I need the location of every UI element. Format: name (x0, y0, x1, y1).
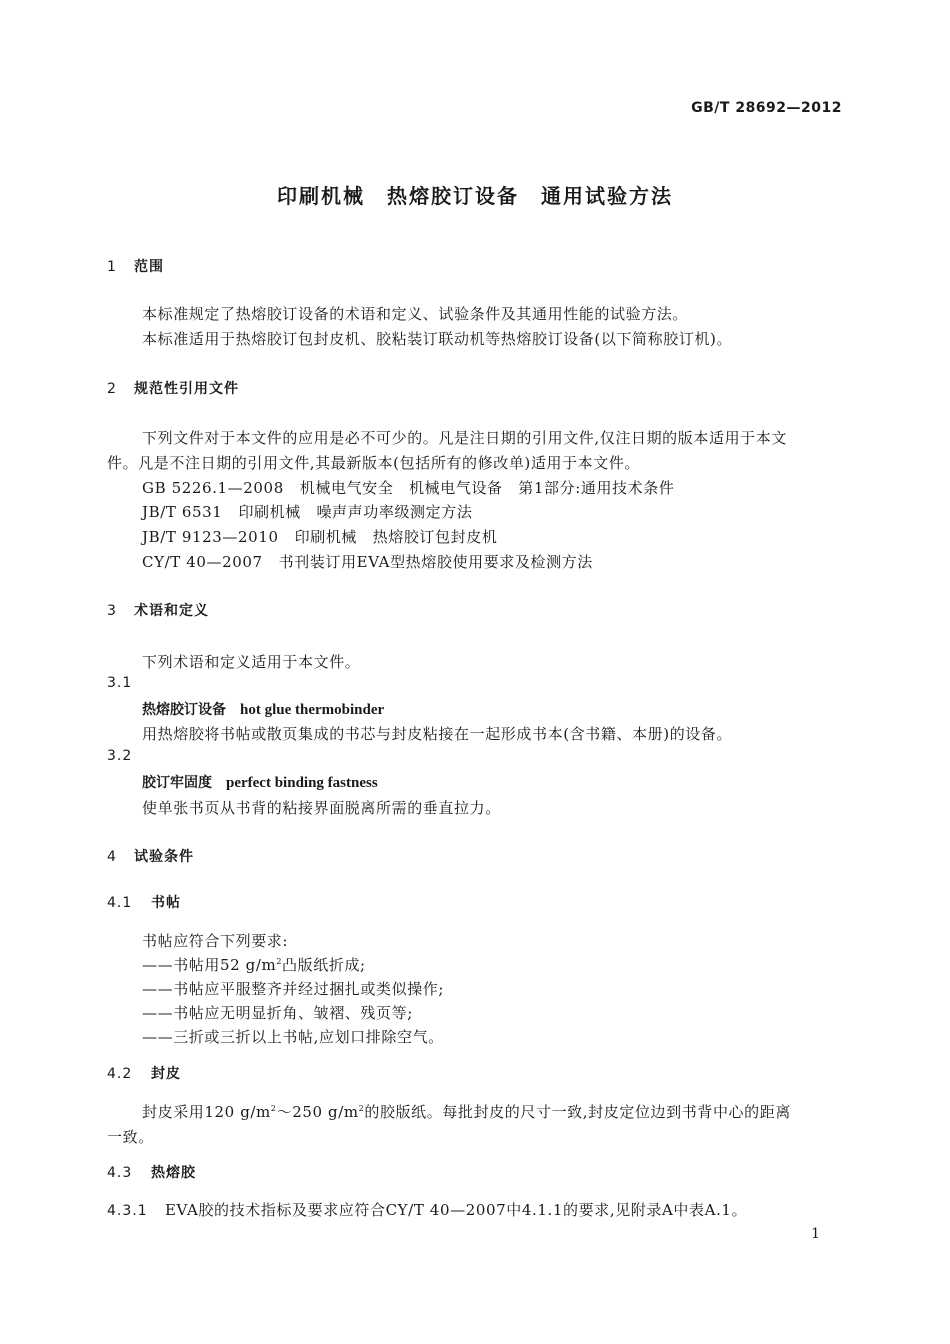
subsection-4-2-heading (107, 1063, 181, 1083)
subsection-4-1-heading (107, 892, 181, 912)
reference-title: 印刷机械 热熔胶订包封皮机 (294, 528, 498, 546)
section-number: 4 (107, 849, 117, 865)
section-number: 1 (107, 259, 117, 275)
reference-code: JB/T 6531 (142, 503, 223, 521)
term-heading (142, 699, 384, 719)
term-heading (142, 772, 378, 792)
list-item: ——书帖应无明显折角、皱褶、残页等; (142, 1004, 413, 1022)
reference-item (142, 551, 593, 572)
section-3-heading (107, 600, 209, 620)
section-number: 2 (107, 381, 117, 397)
paragraph: 下列术语和定义适用于本文件。 (142, 653, 361, 671)
section-title: 试验条件 (134, 849, 194, 865)
clause-4-3-1 (107, 1199, 747, 1220)
subsection-title: 书帖 (151, 895, 181, 911)
subsection-title: 热熔胶 (151, 1165, 196, 1181)
section-4-heading (107, 846, 194, 866)
reference-item (142, 526, 497, 547)
reference-item (142, 477, 674, 498)
section-title: 范围 (134, 259, 164, 275)
reference-code: GB 5226.1—2008 (142, 479, 284, 497)
clause-text: EVA胶的技术指标及要求应符合CY/T 40—2007中4.1.1的要求,见附录A中表A.1。 (165, 1201, 748, 1219)
subsection-number: 4.1 (107, 895, 133, 911)
subsection-number: 4.2 (107, 1066, 133, 1082)
paragraph: 下列文件对于本文件的应用是必不可少的。凡是注日期的引用文件,仅注日期的版本适用于本文 (142, 429, 787, 447)
subsection-title: 封皮 (151, 1066, 181, 1082)
paragraph-continuation: 一致。 (107, 1128, 154, 1146)
section-title: 规范性引用文件 (134, 381, 239, 397)
section-1-heading (107, 256, 164, 276)
term-definition: 用热熔胶将书帖或散页集成的书芯与封皮粘接在一起形成书本(含书籍、本册)的设备。 (142, 725, 733, 743)
paragraph: 封皮采用120 $g/m^2\sim 250$ $g/m^2$的胶版纸。每批封皮的尺寸一致,封皮定位边到书背中心的距离 (142, 1103, 791, 1121)
subsection-number: 4.3 (107, 1165, 133, 1181)
list-item: ——三折或三折以上书帖,应划口排除空气。 (142, 1028, 444, 1046)
reference-title: 印刷机械 噪声声功率级测定方法 (238, 503, 473, 521)
paragraph: 本标准适用于热熔胶订包封皮机、胶粘装订联动机等热熔胶订设备(以下简称胶订机)。 (142, 330, 733, 348)
reference-item (142, 501, 472, 522)
page-number: 1 (811, 1226, 820, 1242)
reference-code: CY/T 40—2007 (142, 553, 263, 571)
term-definition: 使单张书页从书背的粘接界面脱离所需的垂直拉力。 (142, 799, 501, 817)
clause-number: 4.3.1 (107, 1203, 148, 1219)
term-number: 3.1 (107, 675, 133, 691)
term-chinese: 胶订牢固度 (142, 775, 212, 791)
reference-title: 书刊装订用EVA型热熔胶使用要求及检测方法 (278, 553, 593, 571)
list-item: ——书帖应平服整齐并经过捆扎或类似操作; (142, 980, 445, 998)
page-title: 印刷机械 热熔胶订设备 通用试验方法 (277, 184, 673, 208)
standard-number: GB/T 28692—2012 (691, 100, 842, 116)
section-2-heading (107, 378, 239, 398)
reference-title: 机械电气安全 机械电气设备 第1部分:通用技术条件 (299, 479, 675, 497)
list-item: ——书帖用52 $g/m^2$凸版纸折成; (142, 956, 366, 974)
term-english: perfect binding fastness (226, 775, 378, 791)
section-number: 3 (107, 603, 117, 619)
paragraph-continuation: 件。凡是不注日期的引用文件,其最新版本(包括所有的修改单)适用于本文件。 (107, 454, 641, 472)
paragraph: 本标准规定了热熔胶订设备的术语和定义、试验条件及其通用性能的试验方法。 (142, 305, 689, 323)
term-chinese: 热熔胶订设备 (142, 702, 226, 718)
section-title: 术语和定义 (134, 603, 209, 619)
paragraph: 书帖应符合下列要求: (142, 932, 289, 950)
term-english: hot glue thermobinder (240, 702, 385, 718)
term-number: 3.2 (107, 748, 133, 764)
subsection-4-3-heading (107, 1162, 196, 1182)
reference-code: JB/T 9123—2010 (142, 528, 279, 546)
